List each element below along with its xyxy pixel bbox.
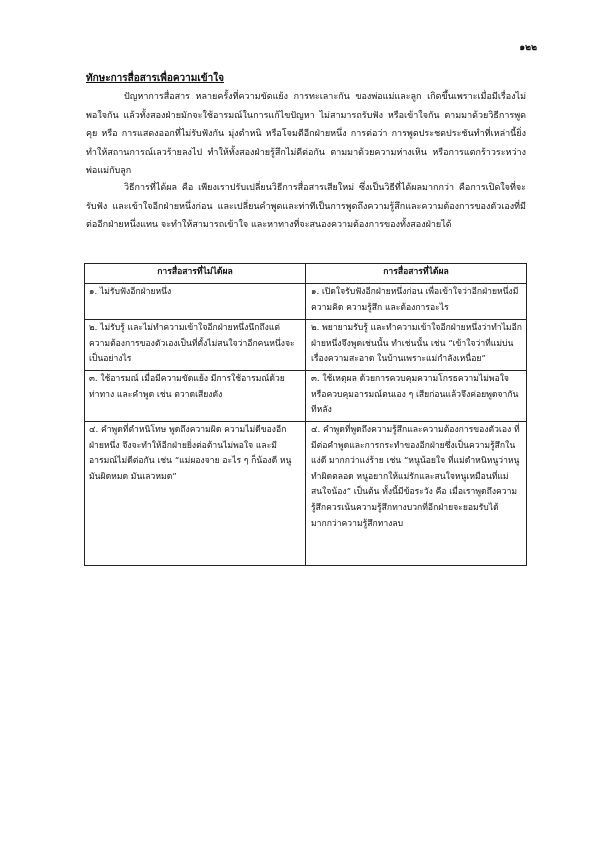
page-number: ๑๒๒ xyxy=(519,43,537,53)
table-row xyxy=(85,371,527,422)
column-header-ineffective: การสื่อสารที่ไม่ได้ผล xyxy=(85,264,306,284)
table-cell-effective: ๔. คำพูดที่พูดถึงความรู้สึกและความต้องการของตัวเอง ที่มีต่อคำพูดและการกระทำของอีกฝ่ายซึ่งเป็นความรู้สึกในแง่ดี มากกว่าแง่ร้าย เช่น “หนูน้อยใจ ที่แม่ดำหนิหนูว่าหนูทำผิดตลอด หนูอยากให้แม่รักและสนใจหนูเหมือนที่แม่สนใจน้อง” เป็นต้น ทั้งนี้มีข้อระวัง คือ เมื่อเราพูดถึงความรู้สึกควรเน้นความรู้สึกทางบวกที่อีกฝ่ายจะยอมรับได้มากกว่าความรู้สึกทางลบ xyxy=(306,422,527,566)
table-cell-ineffective: ๑. ไม่รับฟังอีกฝ่ายหนึ่ง xyxy=(85,284,306,320)
comparison-table xyxy=(84,263,527,566)
body-paragraph: ปัญหาการสื่อสาร หลายครั้งที่ความขัดแย้ง การทะเลาะกัน ของพ่อแม่และลูก เกิดขึ้นเพราะเมื่อมีเรื่องไม่พอใจกัน แล้วทั้งสองฝ่ายมักจะใช้อารมณ์ในการแก้ไขปัญหา ไม่สามารถรับฟัง หรือเข้าใจกัน ตามมาด้วยวิธีการพูดคุย หรือ การแสดงออกที่ไม่รับฟังกัน มุ่งตำหนิ หรือโจมตีอีกฝ่ายหนึ่ง การต่อว่า การพูดประชดประชันทำที่เหล่านี้ยิ่งทำให้สถานการณ์เลวร้ายลงไป ทำให้ทั้งสองฝ่ายรู้สึกไม่ดีต่อกัน ตามมาด้วยความห่างเหิน หรือการแตกร้าวระหว่างพ่อแม่กับลูก xyxy=(86,92,526,177)
table-row xyxy=(85,320,527,371)
column-header-effective: การสื่อสารที่ได้ผล xyxy=(306,264,527,284)
table-cell-ineffective: ๒. ไม่รับรู้ และไม่ทำความเข้าใจอีกฝ่ายหนึ่งนึกถึงแต่ความต้องการของตัวเองเป็นที่ตั้งไม่สนใจว่าอีกคนหนึ่งจะเป็นอย่างไร xyxy=(85,320,306,371)
table-cell-effective: ๒. พยายามรับรู้ และทำความเข้าใจอีกฝ่ายหนึ่งว่าทำไมอีกฝ่ายหนึ่งจึงพูดเช่นนั้น ทำเช่นนั้น เช่น “เข้าใจว่าที่แม่บ่นเรื่องความสะอาด ในบ้านเพราะแม่กำลังเหนื่อย” xyxy=(306,320,527,371)
body-paragraph: วิธีการที่ได้ผล คือ เพียงเราปรับเปลี่ยนวิธีการสื่อสารเสียใหม่ ซึ่งเป็นวิธีที่ได้ผลมากกว่า คือการเปิดใจที่จะรับฟัง และเข้าใจอีกฝ่ายหนึ่งก่อน และเปลี่ยนคำพูดและท่าทีเป็นการพูดถึงความรู้สึกและความต้องการของตัวเองที่มีต่ออีกฝ่ายหนึ่งแทน จะทำให้สามารถเข้าใจ และหาทางที่จะสนองความต้องการของทั้งสองฝ่ายได้ xyxy=(86,183,526,231)
table-row xyxy=(85,422,527,566)
table-row xyxy=(85,284,527,320)
table-cell-ineffective: ๔. คำพูดที่ตำหนิโทษ พูดถึงความผิด ความไม่ดีของอีกฝ่ายหนึ่ง จึงจะทำให้อีกฝ่ายยิ่งต่อต้านไม่พอใจ และมีอารมณ์ไม่ดีต่อกัน เช่น “แม่ผองจาย อะไร ๆ ก็น้องดี หนูมันผิดหมด มันเลวหมด” xyxy=(85,422,306,566)
table-header-row xyxy=(85,264,527,284)
table-cell-effective: ๓. ใช้เหตุผล ด้วยการควบคุมความโกรธความไม่พอใจหรือควบคุมอารมณ์ตนเอง ๆ เสียก่อนแล้วจึงค่อยพูดจากันทีหลัง xyxy=(306,371,527,422)
table-cell-effective: ๑. เปิดใจรับฟังอีกฝ่ายหนึ่งก่อน เพื่อเข้าใจว่าอีกฝ่ายหนึ่งมีความคิด ความรู้สึก และต้องการอะไร xyxy=(306,284,527,320)
section-title: ทักษะการสื่อสารเพื่อความเข้าใจ xyxy=(86,73,224,84)
table-cell-ineffective: ๓. ใช้อารมณ์ เมื่อมีความขัดแย้ง มีการใช้อารมณ์ด้วยท่าทาง และคำพูด เช่น ตวาดเสียงดัง xyxy=(85,371,306,422)
